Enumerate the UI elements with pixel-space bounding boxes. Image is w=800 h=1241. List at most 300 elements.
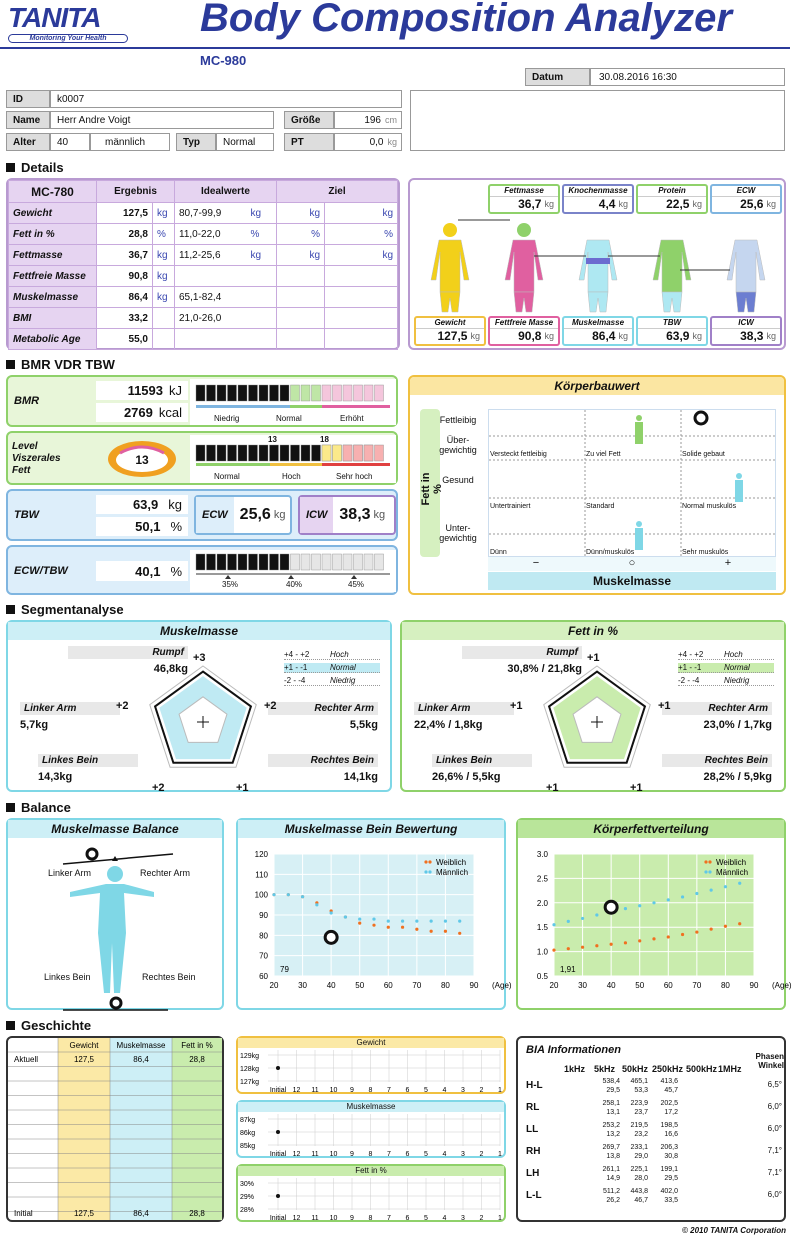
bmr-scale-niedrig: Niedrig (214, 414, 240, 423)
seg-ra-label: Rechter Arm (662, 702, 772, 715)
seg-legend-row: -2 - -4 Niedrig (678, 676, 774, 686)
bia-x-value: 26,2 (606, 1197, 620, 1204)
chart-point (330, 911, 333, 914)
visceral-mark-13: 13 (268, 435, 277, 444)
bia-r-value: 402,0 (660, 1188, 678, 1195)
chart-ytick: 120 (254, 850, 268, 859)
chart-point (415, 920, 418, 923)
details-row-ideal-unit (247, 266, 277, 287)
seg-lb-label: Linkes Bein (38, 754, 138, 767)
hist-chart-xtick: 1 (498, 1215, 502, 1222)
segment-fett-title: Fett in % (402, 622, 784, 640)
hist-chart-title: Muskelmasse (238, 1102, 504, 1112)
chart-point (610, 943, 613, 946)
section-details: Details (6, 160, 64, 175)
comp-bottom-box (414, 316, 486, 346)
header-rule (0, 47, 790, 49)
bia-r-value: 443,8 (630, 1188, 648, 1195)
details-table (8, 180, 398, 350)
xtick-plus: + (724, 557, 732, 569)
seg-rumpf-value: 46,8kg (153, 663, 188, 675)
details-row-ziel2: kg (325, 203, 398, 224)
hist-col-header: Fett in % (181, 1041, 213, 1050)
col-ziel: Ziel (277, 181, 398, 203)
kfv-chart (518, 838, 792, 1010)
bia-col-header: 500kHz (686, 1064, 718, 1074)
seg-scale-s_right: +1 (658, 700, 671, 712)
hist-aktuell-label: Aktuell (14, 1055, 39, 1064)
chart-ytick: 2.5 (536, 874, 548, 884)
seg-scale-s_bl: +1 (546, 782, 559, 794)
chart-point (552, 923, 555, 926)
chart-legend-entry: Männlich (436, 868, 469, 877)
balance-figure (8, 838, 222, 1010)
hist-chart-xtick: 11 (311, 1151, 319, 1158)
koerperbau-cell: Versteckt fettleibig (490, 451, 547, 458)
bia-panel (516, 1036, 786, 1222)
details-row-value: 33,2 (97, 308, 153, 329)
details-model: MC-780 (9, 181, 97, 203)
brand-tagline: Monitoring Your Health (8, 34, 128, 43)
seg-rb-label: Rechtes Bein (662, 754, 772, 767)
seg-scale-s_br: +1 (630, 782, 643, 794)
ecwtbw-tick-35: 35% (222, 580, 239, 589)
chart-ytick: 1.0 (536, 947, 548, 957)
ecwtbw-panel (6, 545, 398, 595)
bia-r-value: 258,1 (602, 1100, 620, 1107)
typ-value: Normal (216, 133, 274, 151)
comp-top-label: ECW (712, 186, 780, 197)
details-row (9, 308, 398, 329)
chart-user-value: 79 (280, 965, 289, 974)
details-row-label: Metabolic Age (9, 329, 97, 350)
bmr-scale-normal: Normal (276, 414, 302, 423)
seg-rb-value: 28,2% / 5,9kg (703, 771, 772, 783)
seg-scale-s_left: +2 (116, 700, 129, 712)
chart-user-value: 1,91 (560, 965, 576, 974)
chart-xtick: 40 (606, 981, 616, 990)
details-row-ziel1 (277, 287, 325, 308)
bia-r-value: 538,4 (602, 1078, 620, 1085)
seg-la-label: Linker Arm (20, 702, 120, 715)
chart-point (738, 922, 741, 925)
chart-xtick: 70 (692, 981, 702, 990)
seg-ra-value: 23,0% / 1,7kg (703, 719, 772, 731)
bia-x-value: 46,7 (634, 1197, 648, 1204)
model-name: MC-980 (200, 53, 247, 68)
bia-col-header: 250kHz (652, 1064, 684, 1074)
groesse-value: 196 cm (334, 111, 402, 129)
groesse-label: Größe (284, 111, 334, 129)
chart-ytick: 90 (259, 911, 268, 920)
col-ideal: Idealwerte (175, 181, 277, 203)
chart-point (458, 920, 461, 923)
chart-point (624, 907, 627, 910)
alter-label: Alter (6, 133, 50, 151)
chart-xtick: 90 (749, 981, 759, 990)
chart-point (567, 920, 570, 923)
notes-box (410, 90, 785, 151)
hist-chart-xtick: 2 (479, 1215, 484, 1222)
hist-chart-ytick: 87kg (240, 1117, 256, 1124)
ecwtbw-value: 40,1 % (96, 561, 188, 581)
seg-legend-row: +4 - +2 Hoch (678, 650, 774, 660)
footer-copyright: © 2010 TANITA Corporation (682, 1226, 786, 1235)
hist-chart-xtick: 3 (461, 1087, 465, 1094)
details-row-value: 127,5 (97, 203, 153, 224)
tbw-kg: 63,9 kg (96, 495, 188, 514)
chart-xtick: 20 (549, 981, 559, 990)
balance-rechter-arm: Rechter Arm (140, 868, 191, 878)
chart-point (358, 922, 361, 925)
hist-chart-ytick: 30% (240, 1181, 255, 1188)
chart-ytick: 60 (259, 972, 268, 981)
pt-value: 0,0 kg (334, 133, 402, 151)
chart-user-point (605, 901, 617, 913)
seg-lb-value: 14,3kg (38, 771, 73, 783)
hist-chart-xtick: 6 (405, 1215, 410, 1222)
koerperbau-cell: Normal muskulös (682, 503, 737, 510)
details-row-ziel1 (277, 329, 325, 350)
comp-bottom-label: Muskelmasse (564, 318, 632, 329)
visceral-panel (6, 431, 398, 485)
details-row (9, 266, 398, 287)
details-row-unit: kg (153, 203, 175, 224)
details-row-label: Fett in % (9, 224, 97, 245)
details-row-value: 86,4 (97, 287, 153, 308)
chart-user-point (325, 931, 337, 943)
comp-bottom-value: 38,3 kg (740, 329, 776, 343)
comp-bottom-label: TBW (638, 318, 706, 329)
details-row-ziel2: kg (325, 245, 398, 266)
hist-chart (236, 1164, 506, 1222)
chart-xtick: 80 (720, 981, 730, 990)
hist-chart-ytick: 29% (240, 1194, 255, 1201)
visceral-scale-sehrhoch: Sehr hoch (336, 472, 373, 481)
hist-chart-ytick: 129kg (240, 1053, 260, 1060)
hist-chart-xtick: 11 (311, 1087, 319, 1094)
bia-r-value: 413,6 (660, 1078, 678, 1085)
bia-x-value: 14,9 (606, 1175, 620, 1182)
details-row-ziel1: % (277, 224, 325, 245)
visceral-scale-hoch: Hoch (282, 472, 301, 481)
bmr-kj: 11593 kJ (96, 381, 188, 400)
chart-point (695, 892, 698, 895)
name-value: Herr Andre Voigt (50, 111, 274, 129)
chart-point (667, 935, 670, 938)
id-value: k0007 (50, 90, 402, 108)
hist-chart-xtick: 10 (329, 1151, 338, 1158)
tbw-panel (6, 489, 398, 541)
bia-phase-value: 6,0° (767, 1190, 782, 1199)
comp-bottom-value: 86,4 kg (592, 329, 628, 343)
kfv-chart-panel (516, 818, 792, 1010)
hist-initial-value: 86,4 (133, 1209, 149, 1218)
koerperbau-cell: Zu viel Fett (586, 451, 621, 458)
koerperbau-row-label: Fettleibig (439, 415, 477, 425)
bmr-kcal: 2769 kcal (96, 403, 188, 422)
geschichte-table (6, 1036, 224, 1222)
koerperbau-cell: Standard (586, 503, 615, 510)
segment-muskel-title: Muskelmasse (8, 622, 390, 640)
chart-point (444, 930, 447, 933)
chart-xtick: 30 (298, 981, 308, 990)
hist-chart-xtick: 8 (368, 1215, 373, 1222)
hist-chart-xtick: 4 (442, 1151, 447, 1158)
chart-xtick: 90 (469, 981, 479, 990)
chart-point (724, 925, 727, 928)
chart-xtick: 50 (355, 981, 365, 990)
section-balance: Balance (6, 800, 71, 815)
chart-point (681, 933, 684, 936)
bia-x-value: 29,5 (606, 1087, 620, 1094)
hist-chart-xtick: 12 (292, 1215, 301, 1222)
col-ergebnis: Ergebnis (97, 181, 175, 203)
hist-chart-xtick: 1 (498, 1087, 502, 1094)
comp-bottom-box (488, 316, 560, 346)
hist-initial-value: 127,5 (73, 1209, 95, 1218)
hist-chart-ytick: 128kg (240, 1066, 260, 1073)
koerperbau-cell: Dünn/muskulös (586, 549, 635, 556)
seg-la-value: 5,7kg (20, 719, 49, 731)
chart-legend-entry: Weiblich (436, 858, 467, 867)
muskel-balance-title: Muskelmasse Balance (8, 820, 222, 838)
hist-chart-xtick: 3 (461, 1151, 465, 1158)
hist-chart-xtick: 9 (350, 1215, 354, 1222)
bia-phase-value: 6,0° (767, 1124, 782, 1133)
details-row-ideal-unit (247, 308, 277, 329)
chart-point (652, 901, 655, 904)
hist-chart-xtick: 4 (442, 1087, 447, 1094)
chart-point (638, 904, 641, 907)
hist-chart-xtick: 8 (368, 1087, 373, 1094)
details-row-label: Muskelmasse (9, 287, 97, 308)
koerperbau-row-label: Über- gewichtig (439, 435, 477, 455)
comp-top-value: 25,6 kg (740, 197, 776, 211)
bia-x-value: 23,2 (634, 1131, 648, 1138)
bia-x-value: 16,6 (664, 1131, 678, 1138)
visceral-scale-normal: Normal (214, 472, 240, 481)
chart-point (552, 949, 555, 952)
chart-point (710, 928, 713, 931)
bein-chart (238, 838, 512, 1010)
bia-x-value: 30,8 (664, 1153, 678, 1160)
chart-xtick: 40 (326, 981, 336, 990)
details-row (9, 203, 398, 224)
bia-col-header: 50kHz (622, 1064, 649, 1074)
details-row-label: Fettmasse (9, 245, 97, 266)
chart-point (724, 885, 727, 888)
koerperbau-title: Körperbauwert (410, 377, 784, 395)
details-row-ziel2 (325, 266, 398, 287)
muskel-balance-panel (6, 818, 224, 1010)
pt-label: PT (284, 133, 334, 151)
koerperbau-cell: Dünn (490, 549, 507, 556)
comp-bottom-label: Gewicht (416, 318, 484, 329)
details-row-ziel1 (277, 308, 325, 329)
seg-rumpf-value: 30,8% / 21,8kg (507, 663, 582, 675)
details-row-unit: kg (153, 245, 175, 266)
bmr-scale (190, 379, 396, 425)
seg-rb-label: Rechtes Bein (268, 754, 378, 767)
bia-r-value: 269,7 (602, 1144, 620, 1151)
details-row-ideal: 21,0-26,0 (175, 308, 247, 329)
comp-bottom-value: 90,8 kg (518, 329, 554, 343)
visceral-value: 13 (135, 453, 149, 467)
details-row-unit (153, 308, 175, 329)
comp-top-value: 36,7 kg (518, 197, 554, 211)
details-row-ideal: 11,0-22,0 (175, 224, 247, 245)
chart-xtick: 80 (440, 981, 450, 990)
section-geschichte: Geschichte (6, 1018, 91, 1033)
ecw-box: ECW 25,6 kg (194, 495, 292, 535)
hist-chart-xtick: 11 (311, 1215, 319, 1222)
chart-ytick: 110 (255, 870, 268, 880)
details-row (9, 224, 398, 245)
bia-x-value: 33,5 (664, 1197, 678, 1204)
details-row-ziel2 (325, 287, 398, 308)
bia-col-header: 5kHz (594, 1064, 616, 1074)
comp-bottom-label: Fettfreie Masse (490, 318, 558, 329)
details-row-ziel2: % (325, 224, 398, 245)
bia-x-value: 45,7 (664, 1087, 678, 1094)
seg-rumpf-label: Rumpf (462, 646, 582, 659)
ecwtbw-label: ECW/TBW (14, 565, 68, 577)
tbw-label: TBW (14, 509, 40, 521)
seg-legend-row: +1 - -1 Normal (284, 663, 380, 673)
comp-top-label: Knochenmasse (564, 186, 632, 197)
koerperbau-cell: Untertrainiert (490, 503, 531, 510)
chart-point (401, 920, 404, 923)
koerperbau-row-label: Unter- gewichtig (439, 523, 477, 543)
koerperbau-cell: Solide gebaut (682, 451, 725, 458)
bia-x-value: 13,2 (606, 1131, 620, 1138)
bia-row-label: L-L (526, 1190, 542, 1201)
comp-bottom-box (562, 316, 634, 346)
bia-r-value: 465,1 (630, 1078, 648, 1085)
koerperbau-panel (408, 375, 786, 595)
details-row-ziel2 (325, 329, 398, 350)
hist-col-header: Muskelmasse (116, 1041, 166, 1050)
bia-phase-header: Phasen Winkel (755, 1052, 784, 1070)
chart-xtick: 60 (663, 981, 673, 990)
chart-point (681, 895, 684, 898)
page-title: Body Composition Analyzer (200, 0, 732, 40)
bia-r-value: 219,5 (630, 1122, 648, 1129)
hist-chart-title: Fett in % (238, 1166, 504, 1176)
koerperbau-grid (488, 409, 776, 557)
bia-r-value: 223,9 (630, 1100, 648, 1107)
section-segment: Segmentanalyse (6, 602, 124, 617)
hist-chart-xtick: 9 (350, 1087, 354, 1094)
comp-bottom-value: 127,5 kg (437, 329, 480, 343)
chart-xtick: 20 (269, 981, 279, 990)
typ-label: Typ (176, 133, 216, 151)
details-row-ideal-unit (247, 287, 277, 308)
details-row-unit: kg (153, 287, 175, 308)
tanita-logo (8, 4, 128, 48)
details-row-value: 90,8 (97, 266, 153, 287)
bmr-label: BMR (14, 395, 40, 407)
composition-panel (408, 178, 786, 350)
bia-x-value: 13,8 (606, 1153, 620, 1160)
bia-phase-value: 6,0° (767, 1102, 782, 1111)
hist-chart-point (276, 1194, 280, 1198)
chart-point (695, 930, 698, 933)
details-row-ideal: 80,7-99,9 (175, 203, 247, 224)
hist-chart-xtick: 10 (329, 1215, 338, 1222)
details-row-ziel2 (325, 308, 398, 329)
seg-legend-row: -2 - -4 Niedrig (284, 676, 380, 686)
bia-r-value: 206,3 (660, 1144, 678, 1151)
seg-legend-row: +4 - +2 Hoch (284, 650, 380, 660)
bia-x-value: 29,5 (664, 1175, 678, 1182)
details-row-label: Gewicht (9, 203, 97, 224)
seg-lb-value: 26,6% / 5,5kg (432, 771, 501, 783)
chart-point (372, 917, 375, 920)
chart-age-label: (Age) (772, 981, 792, 990)
bia-r-value: 261,1 (602, 1166, 620, 1173)
kfv-chart-title: Körperfettverteilung (518, 820, 784, 838)
details-row-ideal (175, 266, 247, 287)
chart-point (458, 932, 461, 935)
bia-row-label: RL (526, 1102, 540, 1113)
chart-xtick: 30 (578, 981, 588, 990)
xtick-circle: ○ (628, 557, 636, 569)
tbw-pct: 50,1 % (96, 517, 188, 536)
details-row-ideal-unit (247, 329, 277, 350)
seg-la-value: 22,4% / 1,8kg (414, 719, 483, 731)
details-row-ideal-unit: kg (247, 245, 277, 266)
bia-phase-value: 7,1° (767, 1146, 782, 1155)
hist-chart-xtick: 7 (387, 1151, 391, 1158)
ecwtbw-tick-40: 40% (286, 580, 303, 589)
hist-chart-ytick: 127kg (240, 1079, 260, 1086)
hist-chart-xtick: 7 (387, 1215, 391, 1222)
section-bmr: BMR VDR TBW (6, 357, 115, 372)
seg-scale-s_right: +2 (264, 700, 277, 712)
bia-title: BIA Informationen (526, 1044, 621, 1056)
chart-point (738, 882, 741, 885)
details-row-ziel1: kg (277, 245, 325, 266)
chart-xtick: 60 (383, 981, 393, 990)
chart-point (595, 944, 598, 947)
details-row-unit (153, 329, 175, 350)
chart-point (595, 913, 598, 916)
details-row-value: 28,8 (97, 224, 153, 245)
hist-chart-ytick: 85kg (240, 1143, 256, 1150)
bia-row-label: LL (526, 1124, 539, 1135)
chart-point (358, 917, 361, 920)
hist-aktuell-value: 86,4 (133, 1055, 149, 1064)
bia-row-label: H-L (526, 1080, 543, 1091)
bia-x-value: 23,7 (634, 1109, 648, 1116)
bia-x-value: 29,0 (634, 1153, 648, 1160)
balance-linkes-bein: Linkes Bein (44, 972, 91, 982)
seg-legend-row: +1 - -1 Normal (678, 663, 774, 673)
chart-point (387, 926, 390, 929)
details-row (9, 245, 398, 266)
chart-legend-entry: Männlich (716, 868, 749, 877)
bia-phase-value: 7,1° (767, 1168, 782, 1177)
seg-lb-label: Linkes Bein (432, 754, 532, 767)
details-row-ziel1 (277, 266, 325, 287)
details-row (9, 287, 398, 308)
comp-top-value: 4,4 kg (598, 197, 628, 211)
segment-muskel-panel (6, 620, 392, 792)
hist-chart-point (276, 1066, 280, 1070)
hist-chart-xtick: 2 (479, 1151, 484, 1158)
